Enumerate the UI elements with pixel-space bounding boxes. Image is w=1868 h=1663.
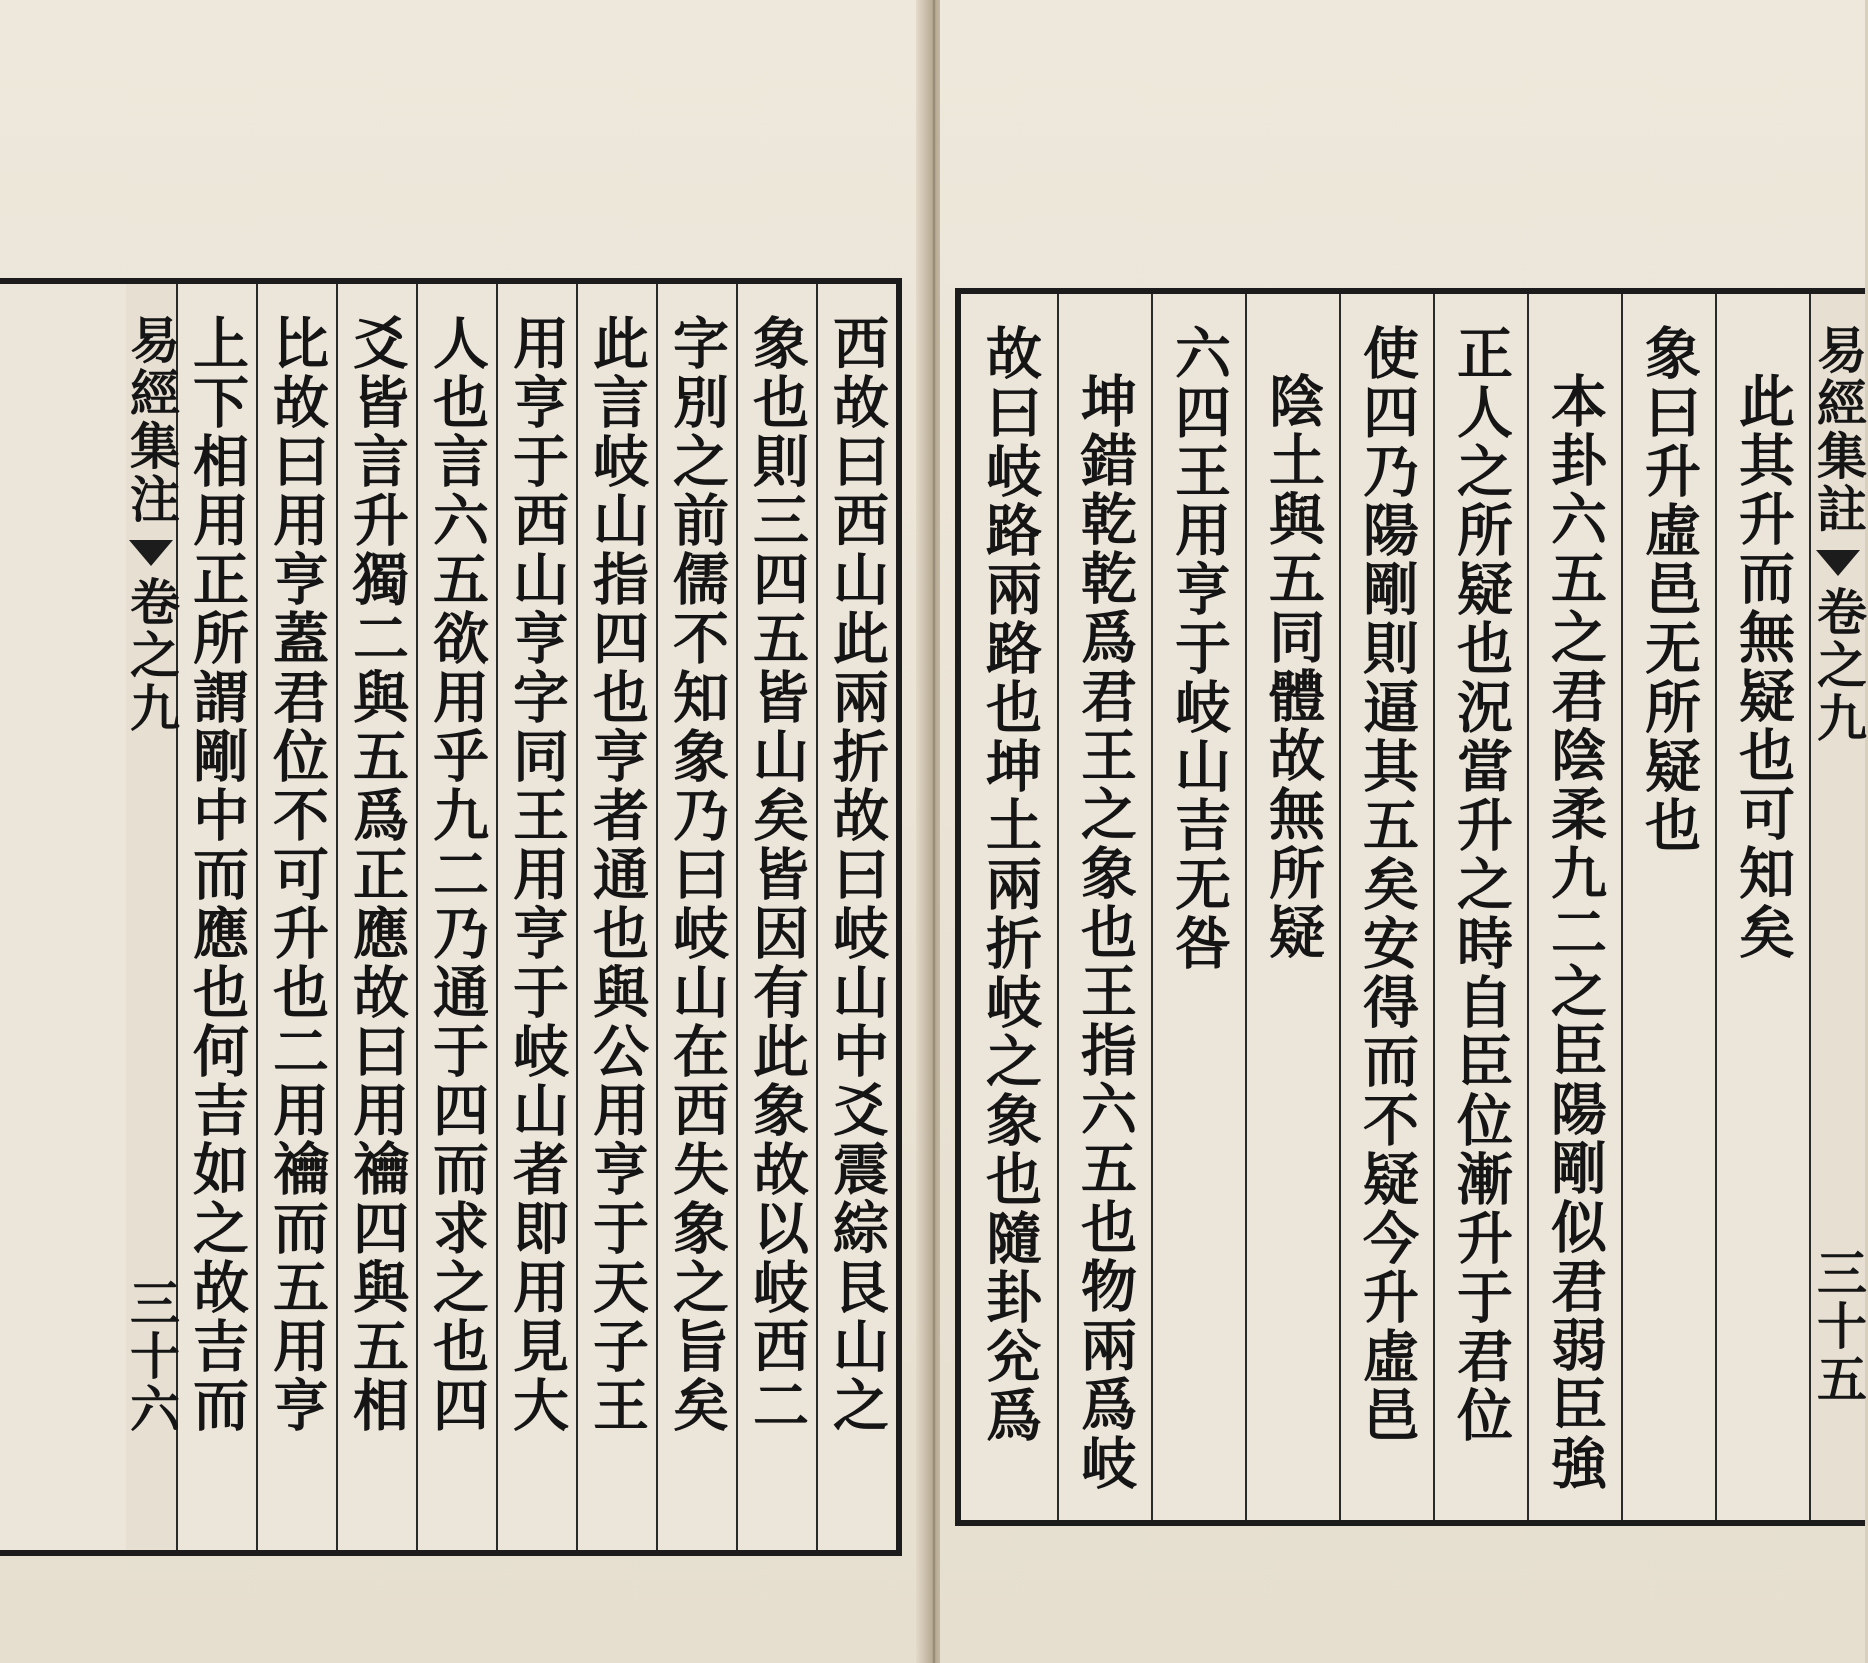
column-text: 上下相用正所謂剛中而應也何吉如之故吉而 <box>184 314 250 1435</box>
text-column <box>816 284 896 1550</box>
column-text: 象也則三四五皆山矣皆因有此象故以岐西二 <box>744 314 810 1435</box>
text-column <box>1621 294 1715 1520</box>
text-column <box>1433 294 1527 1520</box>
column-text: 用亨于西山亨字同王用亨于岐山者即用見大 <box>504 314 570 1435</box>
left-text-columns <box>0 284 896 1550</box>
text-column <box>1057 294 1151 1520</box>
right-page-frame <box>955 288 1868 1526</box>
text-column <box>1151 294 1245 1520</box>
column-text: 正人之所疑也況當升之時自臣位漸升于君位 <box>1448 324 1514 1445</box>
column-text: 陰土與五同體故無所疑 <box>1260 372 1326 962</box>
volume-label: 卷之九 <box>122 576 181 735</box>
column-text: 字別之前儒不知象乃曰岐山在西失象之旨矣 <box>664 314 730 1435</box>
left-page-header-column <box>122 284 181 1550</box>
text-column <box>416 284 496 1550</box>
book-title: 易經集注 <box>122 314 181 526</box>
column-text: 使四乃陽剛則逼其五矣安得而不疑今升虛邑 <box>1354 324 1420 1445</box>
text-column <box>736 284 816 1550</box>
column-text: 爻皆言升獨二與五爲正應故曰用禴四與五相 <box>344 314 410 1435</box>
column-text: 本卦六五之君陰柔九二之臣陽剛似君弱臣強 <box>1542 372 1608 1493</box>
column-text: 此其升而無疑也可知矣 <box>1730 372 1796 962</box>
text-column <box>576 284 656 1550</box>
text-column <box>496 284 576 1550</box>
text-column <box>1245 294 1339 1520</box>
column-text: 西故曰西山此兩折故曰岐山中爻震綜艮山之 <box>824 314 890 1435</box>
column-text: 比故曰用亨蓋君位不可升也二用禴而五用亨 <box>264 314 330 1435</box>
column-text: 六四王用亨于岐山吉无咎 <box>1166 324 1232 973</box>
text-column <box>256 284 336 1550</box>
text-column <box>656 284 736 1550</box>
fold-marker-icon <box>129 540 173 566</box>
folio-number: 三十六 <box>122 1277 181 1436</box>
text-column <box>1715 294 1809 1520</box>
text-column <box>963 294 1057 1520</box>
column-text: 坤錯乾乾爲君王之象也王指六五也物兩爲岐 <box>1072 372 1138 1493</box>
volume-label: 卷之九 <box>1809 586 1868 745</box>
left-page <box>0 0 928 1663</box>
text-column <box>1527 294 1621 1520</box>
column-text: 象曰升虛邑无所疑也 <box>1636 324 1702 855</box>
right-page-header-column <box>1809 294 1868 1520</box>
book-title: 易經集註 <box>1809 324 1868 536</box>
column-text: 人也言六五欲用乎九二乃通于四而求之也四 <box>424 314 490 1435</box>
left-page-frame <box>0 278 902 1556</box>
text-column <box>176 284 256 1550</box>
fold-marker-icon <box>1816 550 1860 576</box>
column-text: 故曰岐路兩路也坤土兩折岐之象也隨卦兊爲 <box>977 324 1043 1445</box>
right-text-columns <box>961 294 1868 1520</box>
column-text: 此言岐山指四也亨者通也與公用亨于天子王 <box>584 314 650 1435</box>
text-column <box>1339 294 1433 1520</box>
folio-number: 三十五 <box>1809 1247 1868 1406</box>
text-column <box>336 284 416 1550</box>
